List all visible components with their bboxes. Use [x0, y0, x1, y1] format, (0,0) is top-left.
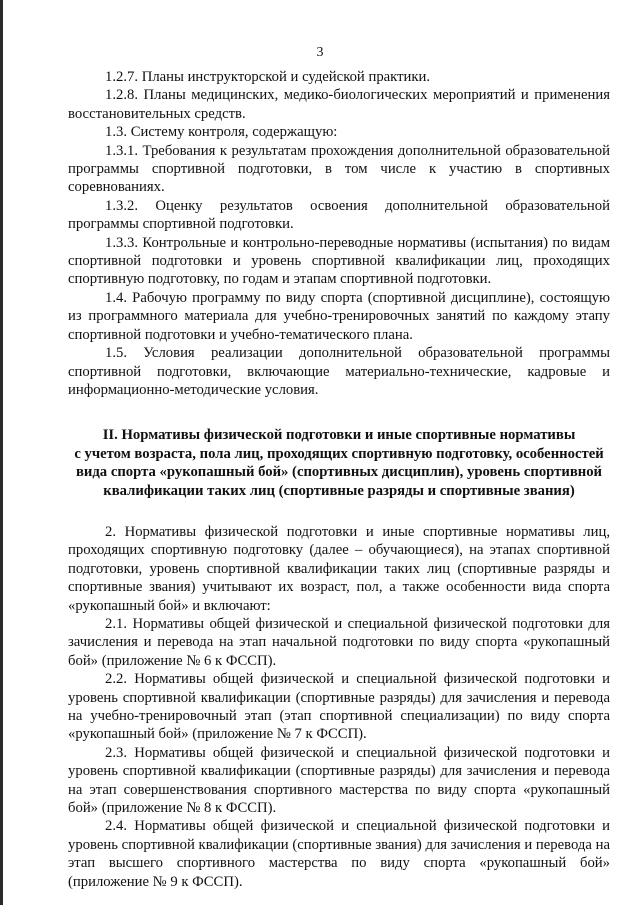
- paragraph-1-5: 1.5. Условия реализации дополнительной образовательной программы спортивной подготовки, включающие материально-технические, кадровые и информационно-методические условия.: [68, 345, 610, 398]
- section-heading-line: вида спорта «рукопашный бой» (спортивных дисциплин), уровень спортивной: [75, 464, 603, 481]
- section-heading-line: квалификации таких лиц (спортивные разряды и спортивные звания): [103, 482, 575, 499]
- paragraph-1-3: 1.3. Систему контроля, содержащую:: [105, 124, 338, 141]
- paragraph-1-3-1: 1.3.1. Требования к результатам прохождения дополнительной образовательной программы спортивной подготовки, в том числе к участию в спортивных соревнованиях.: [68, 142, 610, 196]
- paragraph-1-4: 1.4. Рабочую программу по виду спорта (спортивной дисциплине), состоящую из программного материала для учебно-тренировочных занятий по каждому этапу спортивной подготовки и учебно-тематического плана.: [68, 289, 610, 343]
- paragraph-1-3-2: 1.3.2. Оценку результатов освоения дополнительной образовательной программы спортивной подготовки.: [68, 197, 610, 233]
- section-heading-line: II. Нормативы физической подготовки и иные спортивные нормативы: [102, 427, 576, 444]
- document-body: [68, 68, 610, 891]
- paragraph-1-2-8: 1.2.8. Планы медицинских, медико-биологических мероприятий и применения восстановительных средств.: [68, 87, 610, 122]
- paragraph-1-2-7: 1.2.7. Планы инструкторской и судейской практики.: [105, 69, 431, 85]
- paragraph-1-3-3: 1.3.3. Контрольные и контрольно-переводные нормативы (испытания) по видам спортивной подготовки и уровень спортивной квалификации лиц, проходящих спортивную подготовку, по годам и этапам спортивной подготовки.: [68, 234, 610, 288]
- section-heading: [68, 426, 610, 500]
- scan-edge: [0, 0, 3, 905]
- paragraph-2-2: 2.2. Нормативы общей физической и специальной физической подготовки и уровень спортивной квалификации (спортивные разряды) для зачисления и перевода на учебно-тренировочный этап (этап спортивной специализации) по виду спорта «рукопашный бой» (приложение № 7 к ФССП).: [68, 671, 610, 743]
- paragraph-2-4: 2.4. Нормативы общей физической и специальной физической подготовки и уровень спортивной квалификации (спортивные звания) для зачисления и перевода на этап высшего спортивного мастерства по виду спорта «рукопашный бой» (приложение № 9 к ФССП).: [68, 818, 610, 890]
- paragraph-2-1: 2.1. Нормативы общей физической и специальной физической подготовки для зачисления и перевода на этап начальной подготовки по виду спорта «рукопашный бой» (приложение № 6 к ФССП).: [68, 615, 610, 669]
- paragraph-2: 2. Нормативы физической подготовки и иные спортивные нормативы лиц, проходящих спортивную подготовку (далее – обучающиеся), на этапах спортивной подготовки, уровень спортивной квалификации таких лиц (спортивные разряды и спортивные звания) учитывают их возраст, пол, а также особенности вида спорта «рукопашный бой» и включают:: [68, 523, 610, 614]
- paragraph-2-3: 2.3. Нормативы общей физической и специальной физической подготовки и уровень спортивной квалификации (спортивные разряды) для зачисления и перевода на этап совершенствования спортивного мастерства по виду спорта «рукопашный бой» (приложение № 8 к ФССП).: [68, 744, 610, 817]
- section-heading-line: с учетом возраста, пола лиц, проходящих спортивную подготовку, особенностей: [74, 445, 604, 462]
- page-number: 3: [316, 45, 324, 60]
